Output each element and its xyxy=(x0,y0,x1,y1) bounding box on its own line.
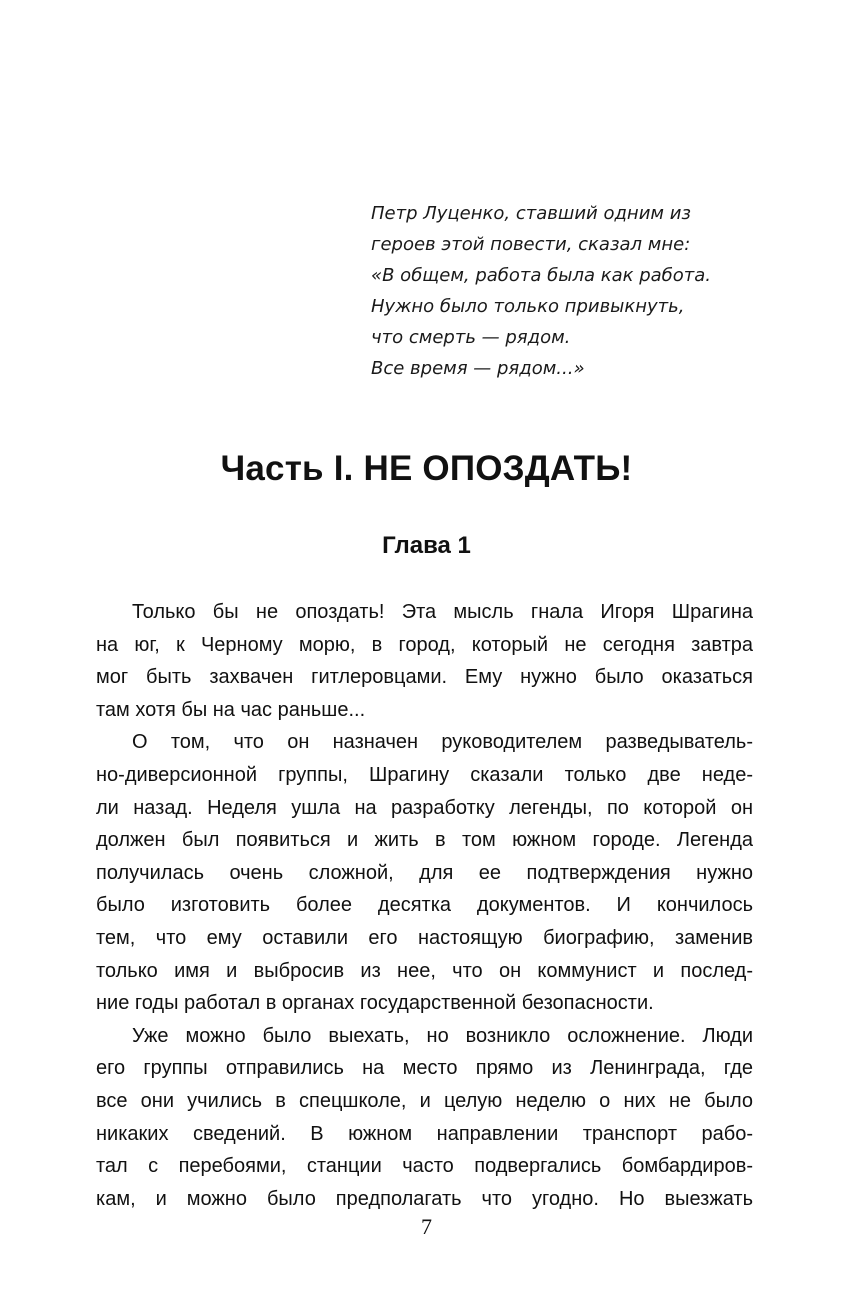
body-line: никаких сведений. В южном направлении транспорт рабо- xyxy=(96,1122,753,1145)
body-text xyxy=(96,596,753,1215)
body-line: но-диверсионной группы, Шрагину сказали только две неде- xyxy=(96,763,753,786)
body-line: мог быть захвачен гитлеровцами. Ему нужно было оказаться xyxy=(96,666,753,689)
body-line: Только бы не опоздать! Эта мысль гнала Игоря Шрагина xyxy=(132,601,753,623)
body-line: ние годы работал в органах государственной безопасности. xyxy=(96,992,654,1015)
body-line: на юг, к Черному морю, в город, который не сегодня завтра xyxy=(96,633,753,656)
body-line: тем, что ему оставили его настоящую биографию, заменив xyxy=(96,926,753,949)
body-line: должен был появиться и жить в том южном городе. Легенда xyxy=(96,829,753,852)
body-line: Уже можно было выехать, но возникло осложнение. Люди xyxy=(132,1024,753,1047)
epigraph-line: Петр Луценко, ставший одним из xyxy=(371,203,691,224)
body-line: ли назад. Неделя ушла на разработку легенды, по которой он xyxy=(96,796,753,819)
body-line: там хотя бы на час раньше... xyxy=(96,698,366,721)
epigraph-line: Все время — рядом...» xyxy=(371,358,585,379)
page-number: 7 xyxy=(421,1214,432,1239)
body-line: получилась очень сложной, для ее подтверждения нужно xyxy=(96,861,753,884)
body-line: тал с перебоями, станции часто подвергались бомбардиров- xyxy=(96,1155,753,1178)
epigraph-line: героев этой повести, сказал мне: xyxy=(371,234,691,255)
body-line: О том, что он назначен руководителем разведыватель- xyxy=(132,731,753,754)
body-line: было изготовить более десятка документов. И кончилось xyxy=(96,894,753,917)
body-line: его группы отправились на место прямо из Ленинграда, где xyxy=(96,1057,753,1080)
epigraph xyxy=(371,198,801,384)
chapter-title: Глава 1 xyxy=(382,532,471,559)
body-line: только имя и выбросив из нее, что он коммунист и послед- xyxy=(96,959,753,982)
epigraph-line: что смерть — рядом. xyxy=(371,327,571,348)
epigraph-line: «В общем, работа была как работа. xyxy=(371,265,712,286)
part-title: Часть I. НЕ ОПОЗДАТЬ! xyxy=(220,449,633,488)
body-line: кам, и можно было предполагать что угодно. Но выезжать xyxy=(96,1187,753,1210)
epigraph-line: Нужно было только привыкнуть, xyxy=(371,296,685,317)
body-line: все они учились в спецшколе, и целую неделю о них не было xyxy=(96,1089,753,1112)
